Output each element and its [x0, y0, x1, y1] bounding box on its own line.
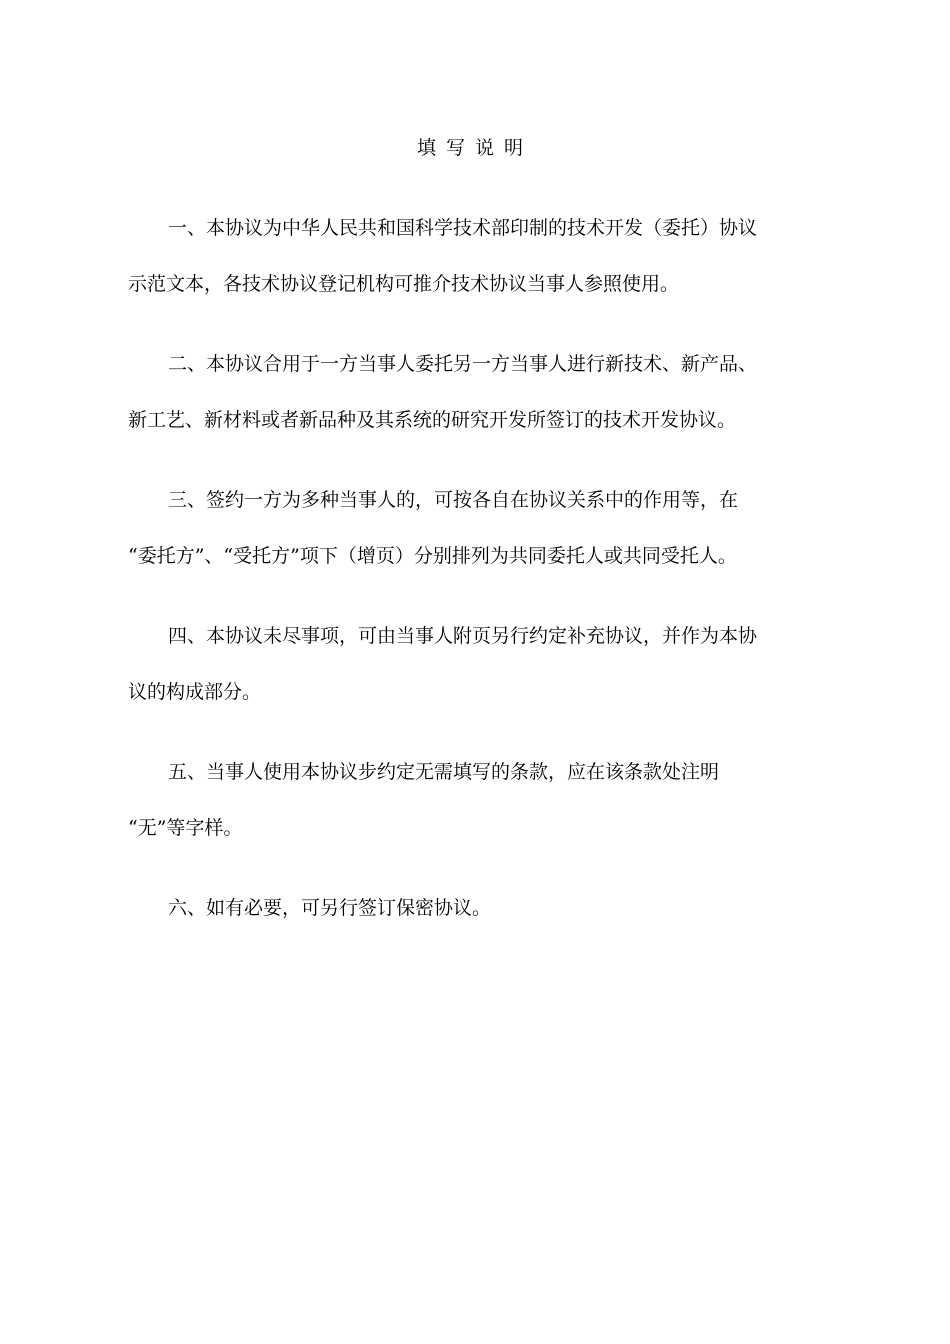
paragraph-line: 示范文本，各技术协议登记机构可推介技术协议当事人参照使用。 — [128, 273, 680, 295]
paragraph-line: 二、本协议合用于一方当事人委托另一方当事人进行新技术、新产品、 — [168, 353, 758, 375]
paragraph-line: 一、本协议为中华人民共和国科学技术部印制的技术开发（委托）协议 — [168, 217, 758, 239]
paragraph-line: 四、本协议未尽事项，可由当事人附页另行约定补充协议，并作为本协 — [168, 625, 758, 647]
paragraph-line: “委托方”、“受托方”项下（增页）分别排列为共同委托人或共同受托人。 — [128, 545, 737, 567]
page-title: 填写说明 — [416, 137, 533, 159]
paragraph-line: 三、签约一方为多种当事人的，可按各自在协议关系中的作用等，在 — [168, 489, 739, 511]
paragraph-line: 新工艺、新材料或者新品种及其系统的研究开发所签订的技术开发协议。 — [128, 409, 737, 431]
paragraph-line: 议的构成部分。 — [128, 681, 262, 703]
paragraph-line: 六、如有必要，可另行签订保密协议。 — [168, 897, 492, 919]
paragraph-line: 五、当事人使用本协议步约定无需填写的条款，应在该条款处注明 — [168, 761, 720, 783]
paragraph-line: “无”等字样。 — [128, 817, 243, 839]
